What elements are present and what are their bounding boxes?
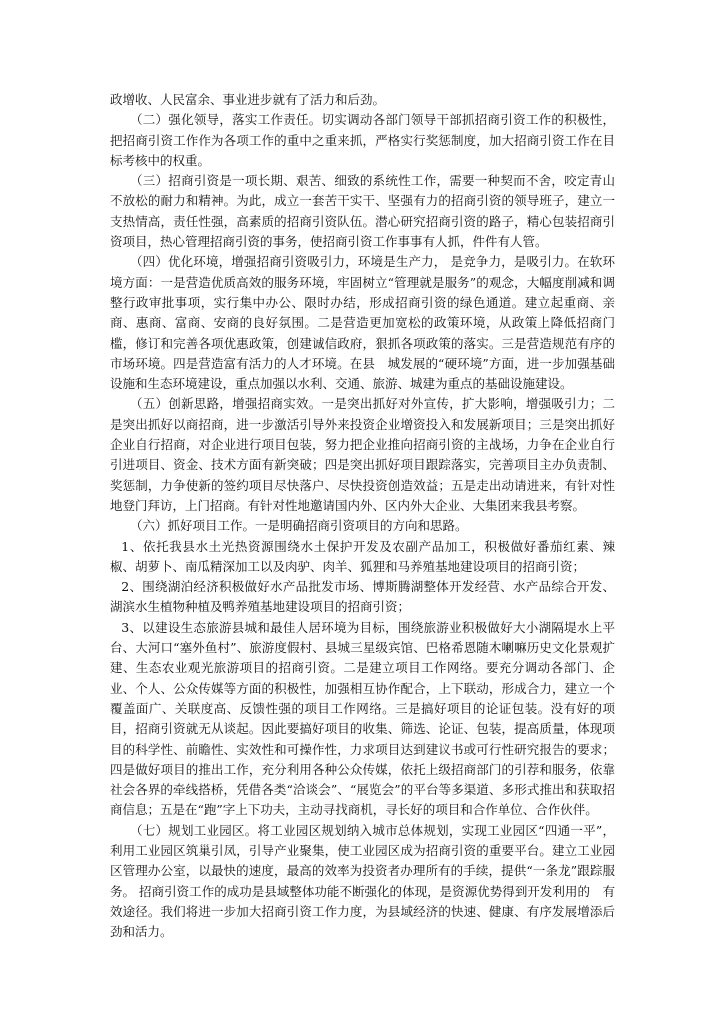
paragraph-3: （三）招商引资是一项长期、艰苦、细致的系统性工作，需要一种契而不舍，咬定青山不放松的耐力和精神。为此，成立一套苦干实干、坚强有力的招商引资的领导班子，建立一支热情高，责任性强，高素质的招商引资队伍。潜心研究招商引资的路子，精心包装招商引资项目，热心管理招商引资的事务，使招商引资工作事事有人抓，件件有人管。	[110, 173, 615, 250]
paragraph-9: 3、以建设生态旅游县城和最佳人居环境为目标，围绕旅游业积极做好大小湖隔堤水上平台、大河口“塞外鱼村”、旅游度假村、县城三星级宾馆、巴格希恩随木喇嘛历史文化景观扩建、生态农业观光旅游项目的招商引资。二是建立项目工作网络。要充分调动各部门、企业、个人、公众传媒等方面的积极性，加强相互协作配合，上下联动，形成合力，建立一个覆盖面广、关联度高、反馈性强的项目工作网络。三是搞好项目的论证包装。没有好的项目，招商引资就无从谈起。因此要搞好项目的收集、筛选、论证、包装，提高质量，体现项目的科学性、前瞻性、实效性和可操作性，力求项目达到建议书或可行性研究报告的要求；四是做好项目的推出工作，充分利用各种公众传媒，依托上级招商部门的引荐和服务，依靠社会各界的牵线搭桥，凭借各类“洽谈会”、“展览会”的平台等多渠道、多形式推出和获取招商信息；五是在“跑”字上下功夫，主动寻找商机，寻长好的项目和合作单位、合作伙伴。	[110, 619, 615, 818]
paragraph-5: （五）创新思路，增强招商实效。一是突出抓好对外宣传，扩大影响，增强吸引力；二是突出抓好以商招商，进一步激活引导外来投资企业增资投入和发展新项目；三是突出抓好企业自行招商，对企业进行项目包装，努力把企业推向招商引资的主战场，力争在企业自行引进项目、资金、技术方面有新突破；四是突出抓好项目跟踪落实，完善项目主办负责制、奖惩制，力争使新的签约项目尽快落户、尽快投资创造效益；五是走出动请进来，有针对性地登门拜访，上门招商。有针对性地邀请国内外、区内外大企业、大集团来我县考察。	[110, 396, 615, 513]
paragraph-4: （四）优化环境，增强招商引资吸引力，环境是生产力， 是竞争力，是吸引力。在软环境方面：一是营造优质高效的服务环境，牢固树立“管理就是服务”的观念，大幅度削减和调整行政审批事项，实行集中办公、限时办结，形成招商引资的绿色通道。建立起重商、亲商、惠商、富商、安商的良好氛围。二是营造更加宽松的政策环境，从政策上降低招商门槛，修订和完善各项优惠政策，创建诚信政府，狠抓各项政策的落实。三是营造规范有序的市场环境。四是营造富有活力的人才环境。在县 城发展的“硬环境”方面，进一步加强基础设施和生态环境建设，重点加强以水利、交通、旅游、城建为重点的基础设施建设。	[110, 254, 615, 392]
document-body	[110, 90, 615, 942]
paragraph-7: 1、依托我县水土光热资源围绕水土保护开发及农副产品加工，积极做好番茄红素、辣椒、胡萝卜、南瓜精深加工以及肉驴、肉羊、狐狸和马养殖基地建设项目的招商引资；	[110, 538, 615, 574]
paragraph-2: （二）强化领导，落实工作责任。切实调动各部门领导干部抓招商引资工作的积极性，把招商引资工作作为各项工作的重中之重来抓，严格实行奖惩制度，加大招商引资工作在目标考核中的权重。	[110, 112, 615, 168]
paragraph-6: （六）抓好项目工作。一是明确招商引资项目的方向和思路。	[130, 518, 468, 534]
paragraph-1: 政增收、人民富余、事业进步就有了活力和后劲。	[110, 92, 386, 107]
paragraph-8: 2、围绕湖泊经济积极做好水产品批发市场、博斯腾湖整体开发经营、水产品综合开发、湖滨水生植物种植及鸭养殖基地建设项目的招商引资；	[110, 579, 615, 615]
paragraph-10: （七）规划工业园区。将工业园区规划纳入城市总体规划，实现工业园区“四通一平”，利用工业园区筑巢引凤，引导产业聚集，使工业园区成为招商引资的重要平台。建立工业园区管理办公室，以最快的速度，最高的效率为投资者办理所有的手续，提供“一条龙”跟踪服务。 招商引资工作的成功是县域整体功能不断强化的体现，是资源优势得到开发利用的 有效途径。我们将进一步加大招商引资工作力度，为县域经济的快速、健康、有序发展增添后劲和活力。	[110, 822, 615, 940]
